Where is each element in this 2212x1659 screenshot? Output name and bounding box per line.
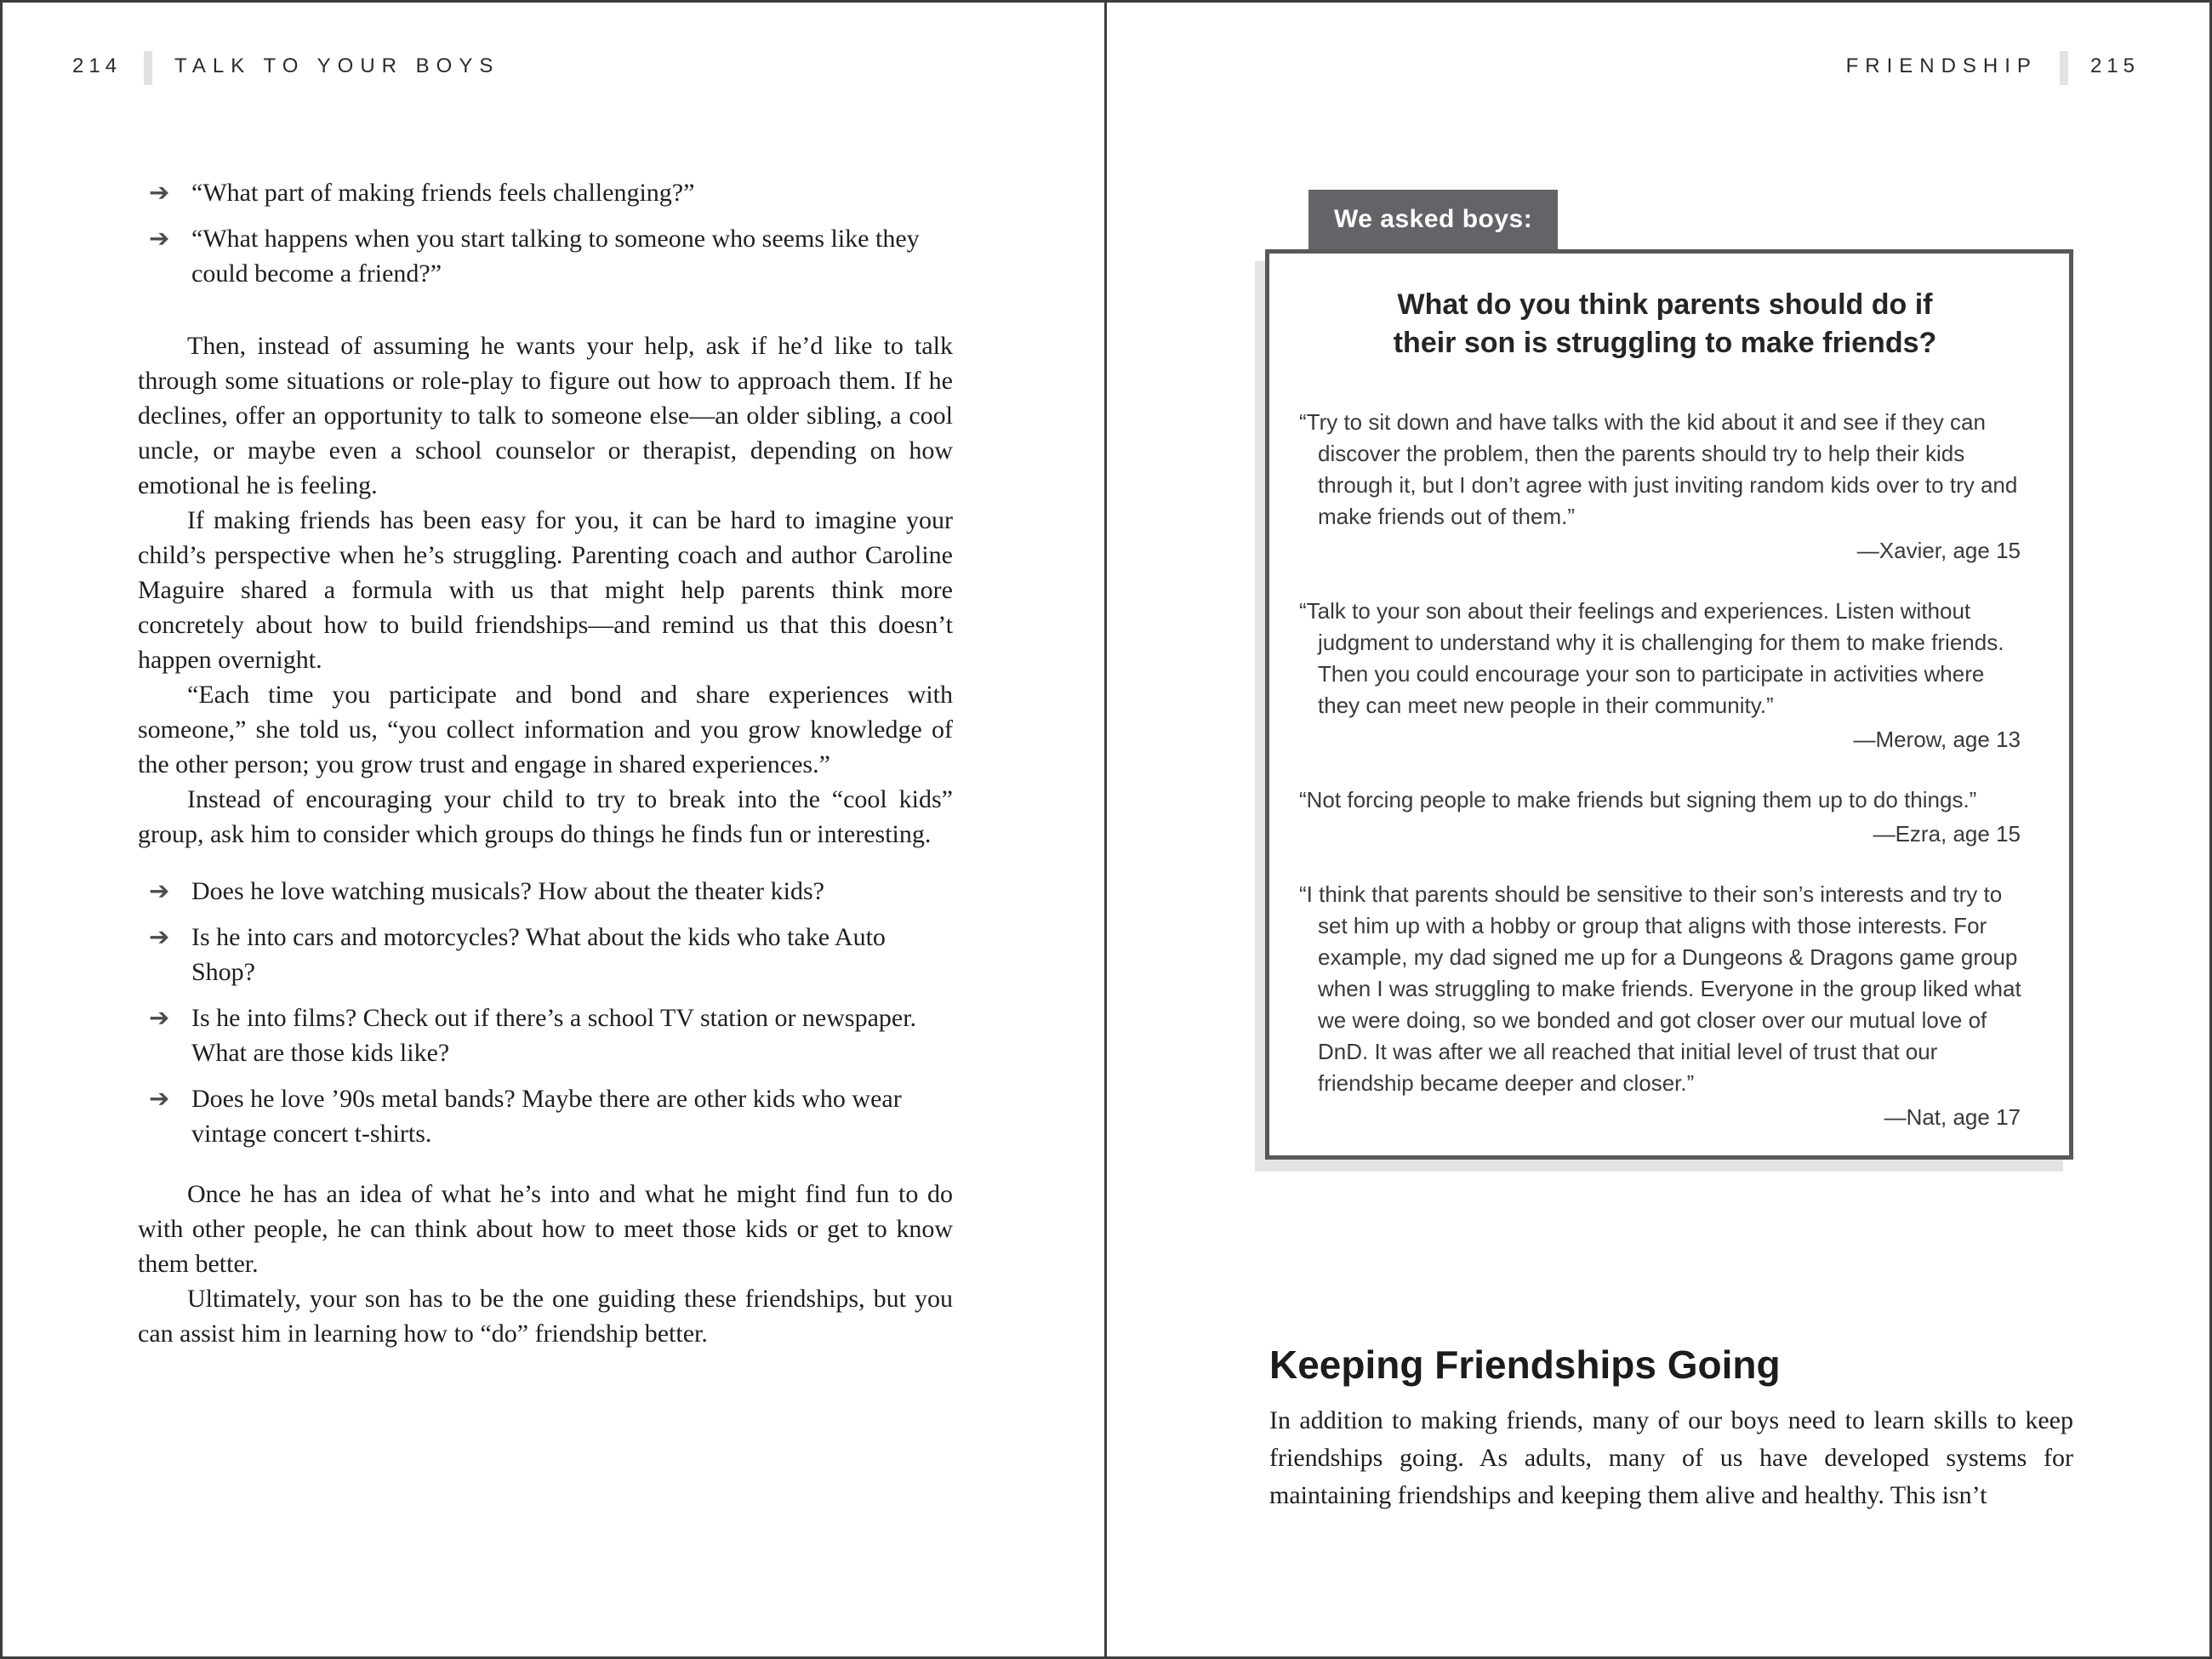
header-divider-bar: [2060, 51, 2068, 85]
quote-text: “Not forcing people to make friends but signing them up to do things.”: [1299, 787, 1977, 812]
boy-quote: [1299, 879, 2031, 1133]
paragraph: Then, instead of assuming he wants your help, ask if he’d like to talk through some situations or role-play to figure out how to approach them. If he declines, offer an opportunity to talk to someone else—an older sibling, a cool uncle, or maybe even a school counselor or therapist, depending on how emotional he is feeling.: [138, 332, 953, 499]
list-item: [138, 874, 953, 909]
header-divider-bar: [144, 51, 152, 85]
section-body: In addition to making friends, many of our boys need to learn skills to keep friendships going. As adults, many of us have developed systems for maintaining friendships and keeping them alive and healthy. This isn’t: [1269, 1406, 2073, 1509]
left-page-body: [138, 175, 953, 1351]
quote-attribution: —Nat, age 17: [1884, 1104, 2021, 1130]
quote-attribution: —Merow, age 13: [1853, 727, 2021, 752]
left-page-number: 214: [72, 54, 123, 77]
box-question: [1384, 286, 1946, 362]
book-title-header: TALK TO YOUR BOYS: [174, 54, 500, 77]
question-line: What do you think parents should do if: [1397, 288, 1933, 321]
paragraph: Ultimately, your son has to be the one guiding these friendships, but you can assist him in learning how to “do” friendship better.: [138, 1285, 953, 1348]
paragraph: If making friends has been easy for you, it can be hard to imagine your child’s perspective when he’s struggling. Parenting coach and author Caroline Maguire shared a formula with us that might help parents think more concretely about how to build friendships—and remind us that this doesn’t happen overnight.: [138, 506, 953, 674]
right-page-number: 215: [2089, 54, 2140, 77]
body-paragraphs: [138, 328, 953, 852]
tab-label: We asked boys:: [1334, 205, 1533, 233]
boy-quote: [1299, 596, 2031, 755]
question-line: their son is struggling to make friends?: [1393, 327, 1937, 359]
quote-text: “I think that parents should be sensitive to their son’s interests and try to set him up with a hobby or group that aligns with those interests. For example, my dad signed me up for a Dungeons & Dragons game group when I was struggling to make friends. Everyone in the group liked what we were doing, so we bonded and got closer over our mutual love of DnD. It was after we all reached that initial level of trust that our friendship became deeper and closer.”: [1299, 881, 2021, 1096]
arrow-bullet-icon: ➔: [149, 876, 170, 905]
right-running-header: [1846, 51, 2140, 85]
paragraph: “Each time you participate and bond and share experiences with someone,” she told us, “you collect information and you grow knowledge of the other person; you grow trust and engage in shared experiences.”: [138, 681, 953, 778]
section-heading: Keeping Friendships Going: [1269, 1343, 1781, 1387]
arrow-bullet-icon: ➔: [149, 1003, 170, 1032]
paragraph: Instead of encouraging your child to try to break into the “cool kids” group, ask him to consider which groups do things he finds fun or interesting.: [138, 785, 953, 848]
list-item: [138, 1081, 953, 1151]
intro-question-list: [138, 175, 953, 291]
closing-paragraphs: [138, 1177, 953, 1351]
quote-attribution: —Ezra, age 15: [1873, 821, 2021, 847]
bullet-text: “What happens when you start talking to someone who seems like they could become a friend?”: [191, 225, 920, 288]
list-item: [138, 920, 953, 989]
bullet-text: Is he into films? Check out if there’s a school TV station or newspaper. What are those kids like?: [191, 1004, 917, 1067]
bullet-text: “What part of making friends feels challenging?”: [191, 179, 695, 207]
left-running-header: [72, 51, 499, 85]
we-asked-boys-tab: [1308, 190, 1558, 249]
chapter-title-header: FRIENDSHIP: [1845, 54, 2038, 77]
bullet-text: Does he love ’90s metal bands? Maybe there are other kids who wear vintage concert t-shirts.: [191, 1085, 902, 1148]
arrow-bullet-icon: ➔: [149, 922, 170, 951]
boy-quote: [1299, 407, 2031, 567]
spine-divider: [1104, 0, 1107, 1659]
arrow-bullet-icon: ➔: [149, 1084, 170, 1113]
bullet-text: Is he into cars and motorcycles? What about the kids who take Auto Shop?: [191, 923, 886, 986]
list-item: [138, 1001, 953, 1070]
quote-text: “Try to sit down and have talks with the kid about it and see if they can discover the problem, then the parents should try to help their kids through it, but I don’t agree with just inviting random kids over to try and make friends out of them.”: [1299, 409, 2018, 529]
quote-box: [1265, 249, 2073, 1160]
quote-text: “Talk to your son about their feelings and experiences. Listen without judgment to understand why it is challenging for them to make friends. Then you could encourage your son to participate in activities where they can meet new people in their community.”: [1299, 598, 2004, 718]
arrow-bullet-icon: ➔: [149, 224, 170, 253]
paragraph: Once he has an idea of what he’s into and what he might find fun to do with other people, he can think about how to meet those kids or get to know them better.: [138, 1180, 953, 1278]
quote-attribution: —Xavier, age 15: [1856, 538, 2021, 563]
interest-question-list: [138, 874, 953, 1151]
arrow-bullet-icon: ➔: [149, 178, 170, 207]
list-item: [138, 175, 953, 210]
list-item: [138, 221, 953, 291]
boy-quote: [1299, 784, 2031, 850]
bullet-text: Does he love watching musicals? How about the theater kids?: [191, 877, 824, 905]
